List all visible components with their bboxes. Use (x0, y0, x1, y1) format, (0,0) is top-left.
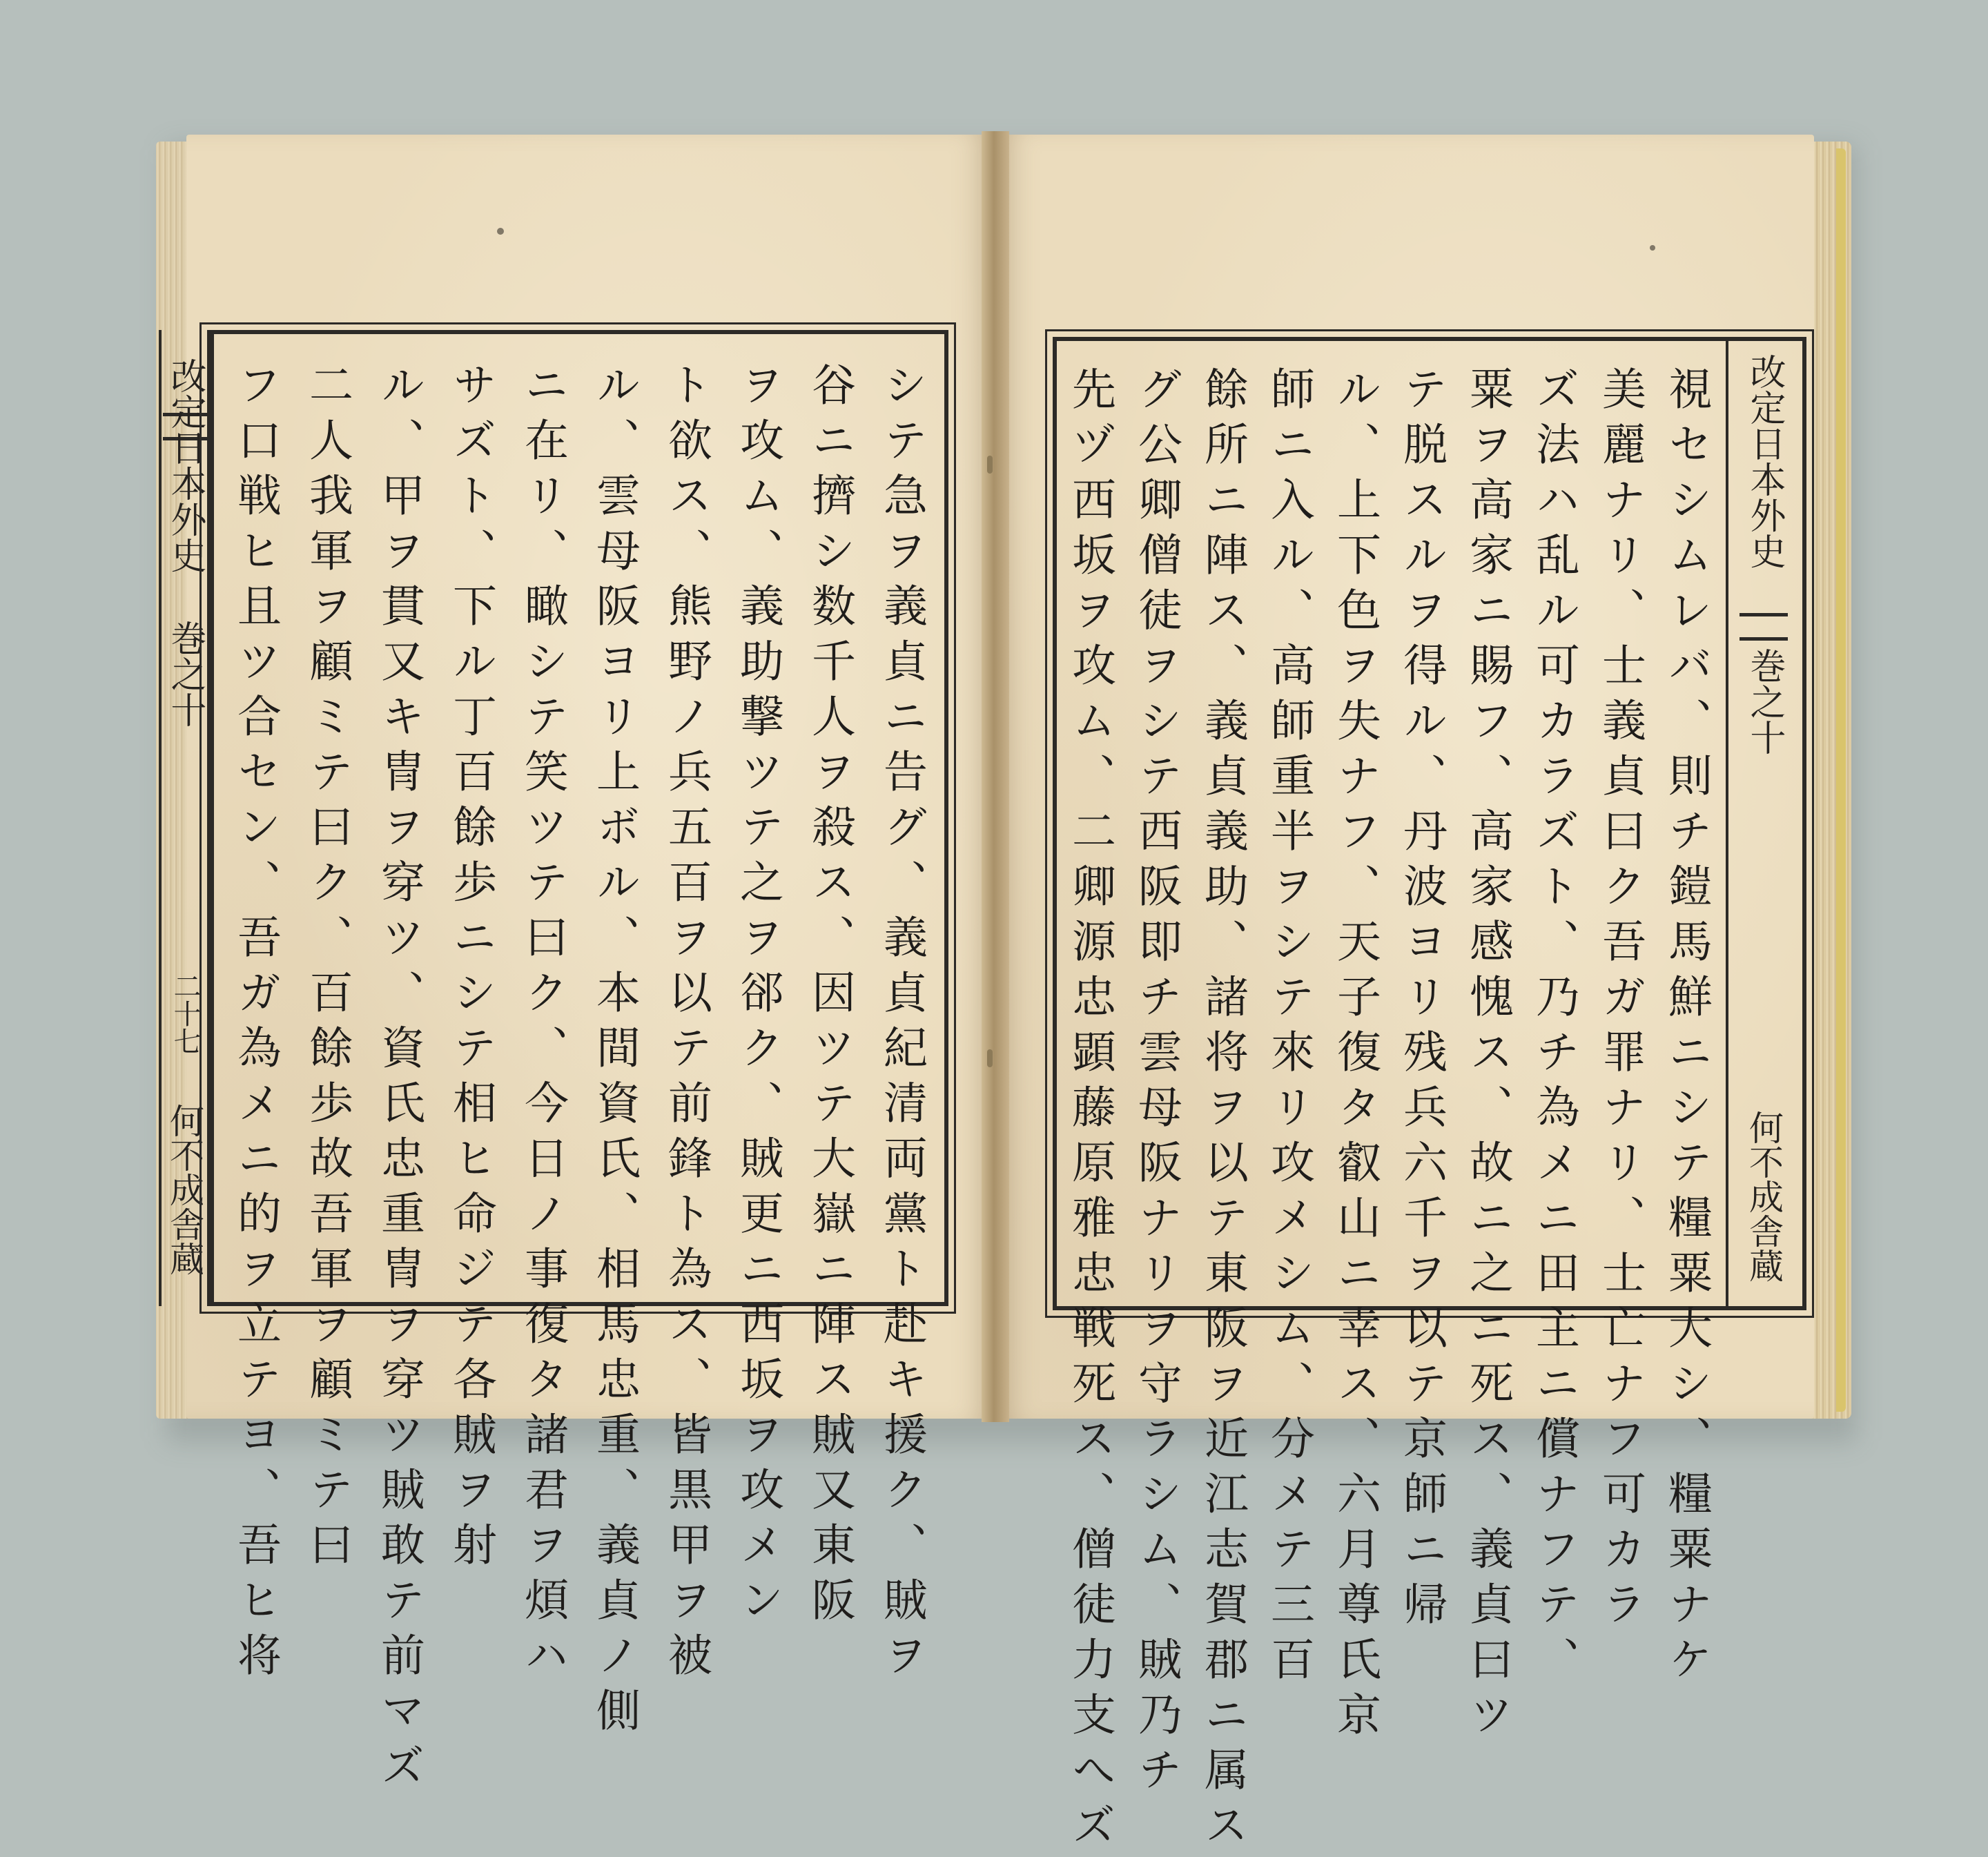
right-column-10: 先ヅ西坂ヲ攻ム、二卿源忠顕藤原雅忠戦死ス、僧徒力支へズ (1064, 366, 1115, 1857)
right-column-4: 粟ヲ高家ニ賜フ、高家感愧ス、故ニ之ニ死ス、義貞曰ツ (1462, 366, 1513, 1747)
left-column-4: ト欲ス、熊野ノ兵五百ヲ以テ前鋒ト為ス、皆黒甲ヲ被 (661, 362, 712, 1687)
right-column-9: グ公卿僧徒ヲシテ西阪即チ雲母阪ナリヲ守ラシム、賊乃チ (1131, 366, 1182, 1802)
yellow-cover-edge (1836, 148, 1846, 1412)
right-column-5: テ脱スルヲ得ル、丹波ヨリ残兵六千ヲ以テ京師ニ帰 (1396, 366, 1447, 1636)
left-publisher-mark: 何不成舎蔵 (164, 1103, 204, 1276)
right-column-8: 餘所ニ陣ス、義貞義助、諸将ヲ以テ東阪ヲ近江志賀郡ニ属ス (1197, 366, 1248, 1857)
left-column-10: フ口戦ヒ且ツ合セン、吾ガ為メニ的ヲ立テヨ、吾ヒ将 (230, 362, 281, 1687)
right-column-2: 美麗ナリ、士義貞曰ク吾ガ罪ナリ、士亡ナフ可カラ (1595, 366, 1646, 1636)
right-column-6: ル、上下色ヲ失ナフ、天子復タ叡山ニ幸ス、六月尊氏京 (1329, 366, 1381, 1747)
right-column-1: 視セシムレバ、則チ鎧馬鮮ニシテ糧粟大シ、糧粟ナケ (1661, 366, 1712, 1691)
left-column-8: ル、甲ヲ貫又キ冑ヲ穿ツ、資氏忠重冑ヲ穿ツ賊敢テ前マズ (373, 362, 425, 1798)
right-column-7: 師ニ入ル、高師重半ヲシテ來リ攻メシム、分メテ三百 (1263, 366, 1314, 1691)
left-column-9: 二人我軍ヲ顧ミテ曰ク、百餘歩故吾軍ヲ顧ミテ曰 (302, 362, 353, 1577)
left-column-5: ル、雲母阪ヨリ上ボル、本間資氏、相馬忠重、義貞ノ側 (589, 362, 640, 1742)
right-strip-title: 改定日本外史 (1744, 353, 1785, 569)
right-publisher-mark: 何不成舎蔵 (1744, 1110, 1784, 1283)
ink-speck (497, 228, 504, 235)
left-strip-volume: 巻之十 (164, 620, 206, 728)
ink-speck (1650, 245, 1655, 251)
left-column-2: 谷ニ擠シ数千人ヲ殺ス、因ツテ大嶽ニ陣ス賊又東阪 (804, 362, 855, 1632)
left-folio-number: 二十七 (169, 972, 201, 1055)
right-strip-volume: 巻之十 (1744, 648, 1785, 755)
left-title-strip (159, 330, 214, 1306)
right-column-3: ズ法ハ乱ル可カラズト、乃チ為メニ田主ニ償ナフテ、 (1528, 366, 1579, 1691)
left-column-6: ニ在リ、瞰シテ笑ツテ曰ク、今日ノ事復タ諸君ヲ煩ハ (517, 362, 568, 1687)
left-column-1: シテ急ヲ義貞ニ告グ、義貞紀清両黨ト赴キ援ク、賊ヲ (876, 362, 927, 1687)
left-strip-title: 改定日本外史 (164, 358, 206, 573)
book-gutter (982, 131, 1009, 1422)
left-column-7: サズト、下ル丁百餘歩ニシテ相ヒ命ジテ各賊ヲ射 (445, 362, 496, 1577)
right-title-strip (1726, 337, 1806, 1310)
right-text-frame (1053, 337, 1806, 1857)
left-column-3: ヲ攻ム、義助撃ツテ之ヲ郤ク、賊更ニ西坂ヲ攻メン (732, 362, 783, 1632)
left-text-frame (207, 330, 948, 1798)
binding-stitch (987, 456, 993, 474)
binding-stitch (987, 1049, 993, 1067)
fishtail-mark (1740, 613, 1788, 641)
